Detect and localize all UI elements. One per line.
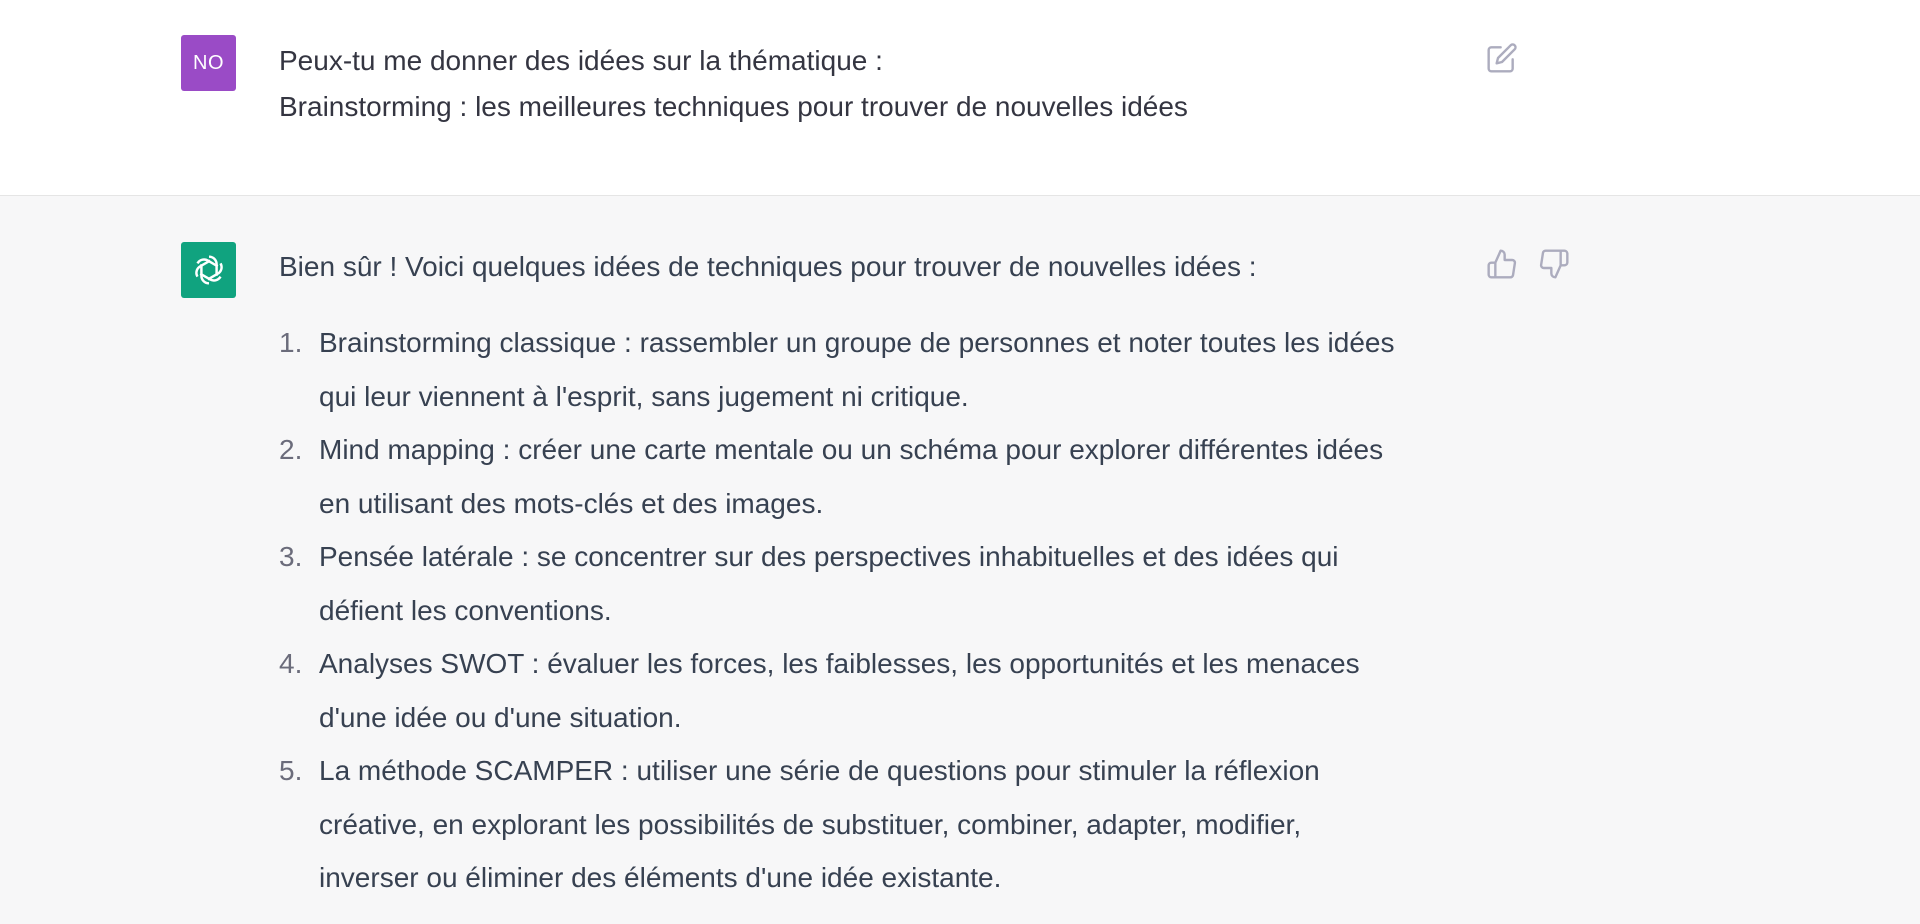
list-item bbox=[279, 423, 1479, 530]
list-item bbox=[279, 530, 1479, 637]
user-message-text bbox=[279, 38, 1429, 130]
thumbs-up-button[interactable] bbox=[1486, 248, 1518, 280]
user-message-line: Brainstorming : les meilleures techniques pour trouver de nouvelles idées bbox=[279, 91, 1188, 122]
list-item-text: La méthode SCAMPER : utiliser une série de questions pour stimuler la réflexion bbox=[319, 755, 1320, 786]
thumbs-down-button[interactable] bbox=[1538, 248, 1570, 280]
user-avatar bbox=[181, 35, 236, 91]
openai-logo-icon bbox=[190, 251, 228, 289]
edit-icon bbox=[1486, 42, 1518, 74]
list-item-number: 4. bbox=[279, 648, 303, 679]
list-item-text: Pensée latérale : se concentrer sur des perspectives inhabituelles et des idées qui bbox=[319, 541, 1339, 572]
user-message-line: Peux-tu me donner des idées sur la thématique : bbox=[279, 45, 883, 76]
thumbs-down-icon bbox=[1538, 248, 1570, 280]
user-avatar-initials: NO bbox=[193, 51, 224, 74]
list-item-text: Analyses SWOT : évaluer les forces, les faiblesses, les opportunités et les menaces bbox=[319, 648, 1360, 679]
list-item bbox=[279, 316, 1479, 423]
list-item-number: 3. bbox=[279, 541, 303, 572]
list-item bbox=[279, 744, 1479, 905]
list-item-text: défient les conventions. bbox=[319, 594, 612, 626]
list-item-text: Brainstorming classique : rassembler un groupe de personnes et noter toutes les idées bbox=[319, 327, 1395, 358]
list-item-text: Mind mapping : créer une carte mentale ou un schéma pour explorer différentes idées bbox=[319, 434, 1384, 465]
list-item-text: inverser ou éliminer des éléments d'une idée existante. bbox=[319, 862, 1002, 893]
ideas-list bbox=[279, 316, 1479, 905]
list-item-text: créative, en explorant les possibilités de substituer, combiner, adapter, modifier, bbox=[319, 808, 1302, 840]
list-item-text: en utilisant des mots-clés et des images. bbox=[319, 487, 824, 519]
user-message-row bbox=[0, 0, 1920, 196]
list-item-number: 5. bbox=[279, 755, 303, 786]
list-item-number: 2. bbox=[279, 434, 303, 465]
thumbs-up-icon bbox=[1486, 248, 1518, 280]
assistant-message-row bbox=[0, 196, 1920, 924]
list-item-number: 1. bbox=[279, 327, 303, 358]
assistant-intro: Bien sûr ! Voici quelques idées de techniques pour trouver de nouvelles idées : bbox=[279, 251, 1257, 282]
assistant-message-text bbox=[279, 244, 1479, 905]
list-item bbox=[279, 637, 1479, 744]
list-item-text: d'une idée ou d'une situation. bbox=[319, 701, 682, 733]
list-item-text: qui leur viennent à l'esprit, sans jugement ni critique. bbox=[319, 380, 969, 412]
assistant-avatar bbox=[181, 242, 236, 298]
edit-message-button[interactable] bbox=[1486, 42, 1518, 74]
